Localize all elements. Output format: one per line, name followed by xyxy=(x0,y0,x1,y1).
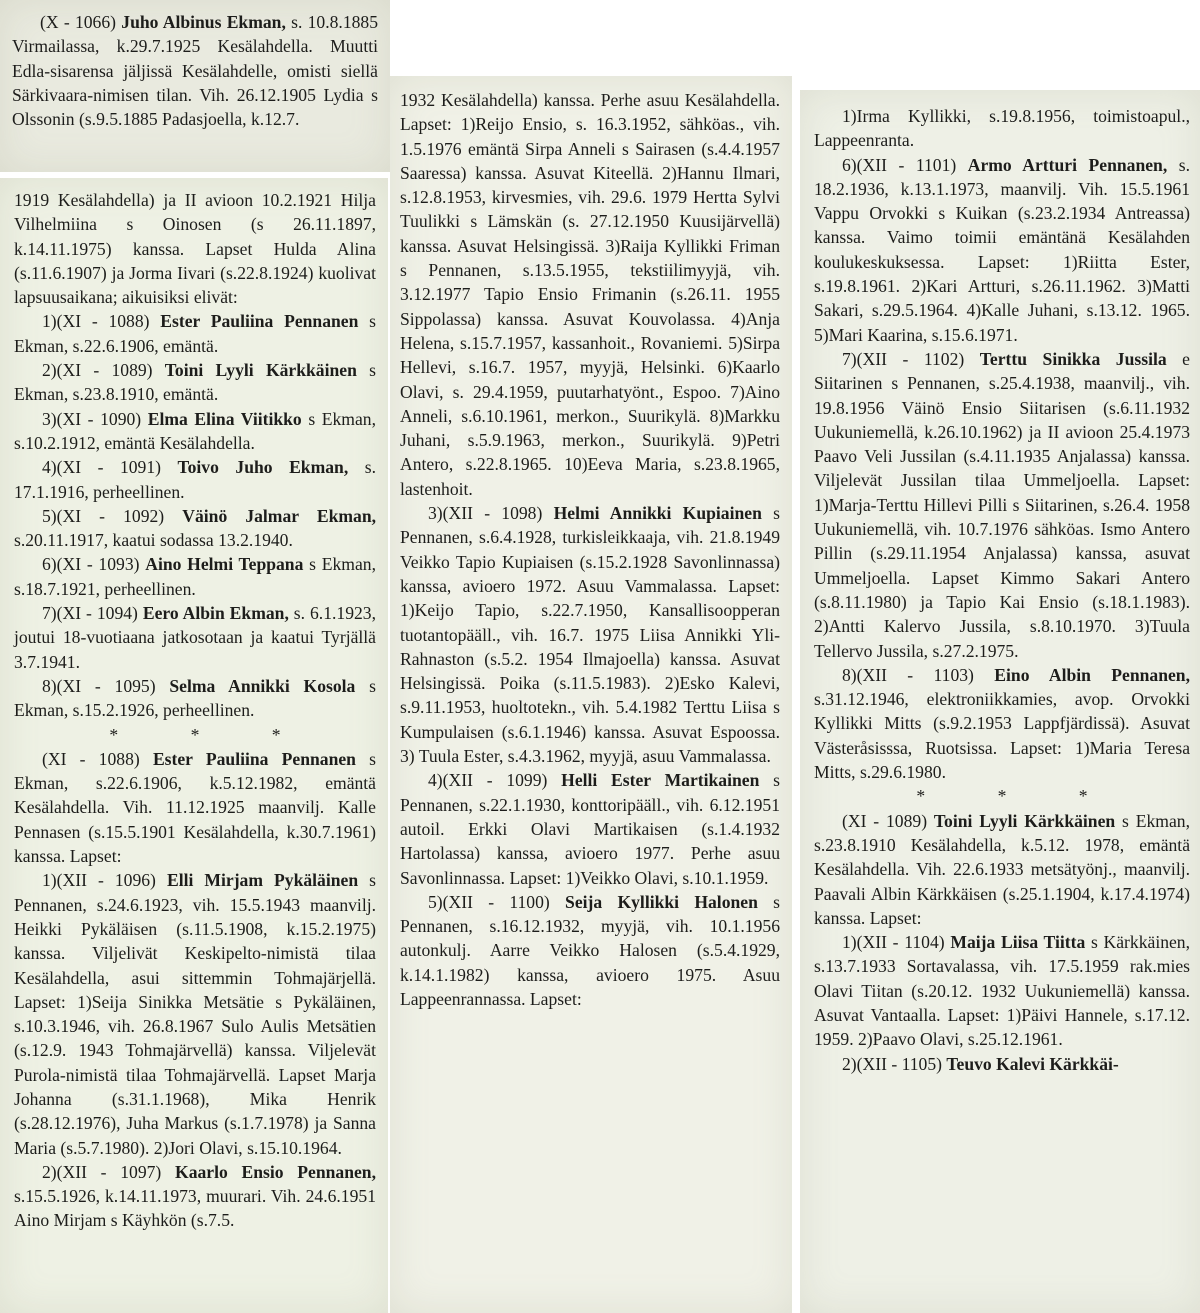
person-name: Eero Albin Ekman, xyxy=(142,603,289,624)
entry-ref: 6)(XII - 1101) xyxy=(842,154,968,175)
child-entry xyxy=(14,407,376,456)
person-name: Juho Albinus Ekman, xyxy=(121,12,286,32)
entry-text: s Ekman, s.23.8.1910, emäntä. xyxy=(14,360,376,405)
entry-text: s. 17.1.1916, perheellinen. xyxy=(14,457,376,502)
entry-ref: 3)(XII - 1098) xyxy=(428,503,554,524)
child-entry xyxy=(14,552,376,601)
child-entry xyxy=(14,674,376,723)
child-entry xyxy=(14,309,376,358)
entry-text: s.20.11.1917, kaatui sodassa 13.2.1940. xyxy=(14,530,293,551)
scan-column-left xyxy=(0,178,388,1313)
continuation-paragraph: 1932 Kesälahdella) kanssa. Perhe asuu Kesälahdella. Lapset: 1)Reijo Ensio, s. 16.3.1952, sähköas., vih. 1.5.1976 emäntä Sirpa Anneli s Sairasen (s.4.4.1957 Saaressa) kanssa. Asuvat Kiteellä. 2)Hannu Ilmari, s.12.8.1953, kirvesmies, vih. 29.6. 1979 Hertta Sylvi Tuulikki s Lämskän (s. 27.12.1950 Kuusijärvellä) kanssa. Asuvat Helsingissä. 3)Raija Kyllikki Friman s Pennanen, s.13.5.1955, tekstiilimyyjä, vih. 3.12.1977 Tapio Ensio Frimanin (s.26.11. 1955 Sippolassa) kanssa. Asuvat Kouvolassa. 4)Anja Helena, s.15.7.1957, kassanhoit., Rovaniemi. 5)Sirpa Hellevi, s.16.7. 1957, myyjä, Helsinki. 6)Kaarlo Olavi, s. 29.4.1959, puutarhatyönt., Espoo. 7)Aino Anneli, s.6.10.1961, merkon., Suurikylä. 8)Markku Juhani, s.5.9.1963, merkon., Suurikylä. 9)Petri Antero, s.22.8.1965. 10)Eeva Maria, s.23.8.1965, lastenhoit. xyxy=(400,90,780,499)
person-name: Toini Lyyli Kärkkäinen xyxy=(933,810,1116,831)
entry-ref: 7)(XI - 1094) xyxy=(42,603,143,624)
person-name: Teuvo Kalevi Kärkkäi- xyxy=(946,1053,1119,1074)
entry-ref: 6)(XI - 1093) xyxy=(42,554,146,575)
entry-text: s. 6.1.1923, joutui 18-vuotiaana jatkosotaan ja kaatui Tyrjällä 3.7.1941. xyxy=(14,603,376,672)
child-entry xyxy=(814,930,1190,1051)
entry-text: s Pennanen, s.22.1.1930, konttoripääll., vih. 6.12.1951 autoil. Erkki Olavi Martikaisen (s.1.4.1932 Hartolassa) kanssa, avioero 1977. Perhe asuu Savonlinnassa. Lapset: 1)Veikko Olavi, s.10.1.1959. xyxy=(400,770,780,888)
entry-ref: 7)(XII - 1102) xyxy=(842,348,980,369)
entry-ref: 2)(XI - 1089) xyxy=(42,360,165,381)
scan-column-right xyxy=(800,90,1200,1313)
continuation-paragraph: 1)Irma Kyllikki, s.19.8.1956, toimistoapul., Lappeenranta. xyxy=(814,106,1190,151)
entry-text: s. 10.8.1885 Virmailassa, k.29.7.1925 Kesälahdella. Muutti Edla-sisarensa jäljissä Kesälahdelle, omisti siellä Särkivaara-nimisen tilan. Vih. 26.12.1905 Lydia s Olssonin (s.9.5.1885 Padasjoella, k.12.7. xyxy=(12,12,379,130)
entry-text: s Ekman, s.22.6.1906, k.5.12.1982, emäntä Kesälahdella. Vih. 11.12.1925 maanvilj. Kalle Pennasen (s.15.5.1901 Kesälahdella, k.30.7.1961) kanssa. Lapset: xyxy=(14,748,376,867)
person-name: Ester Pauliina Pennanen xyxy=(152,748,356,769)
entry-ref: 2)(XII - 1097) xyxy=(42,1161,176,1182)
entry-text: s Pennanen, s.24.6.1923, vih. 15.5.1943 maanvilj. Heikki Pykäläisen (s.11.5.1908, k.15.2.1975) kanssa. Viljelivät Keskipelto-nimistä tilaa Kesälahdella, asui sittemmin Tohmajärjellä. Lapset: 1)Seija Sinikka Metsätie s Pykäläinen, s.10.3.1946, vih. 26.8.1967 Sulo Aulis Metsätien (s.12.9. 1943 Tohmajärvellä) kanssa. Viljelevät Purola-nimistä tilaa Tohmajärvellä. Lapset Marja Johanna (s.31.1.1968), Mika Henrik (s.28.12.1976), Juha Markus (s.1.7.1978) ja Sanna Maria (s.5.7.1980). 2)Jori Olavi, s.15.10.1964. xyxy=(14,870,377,1158)
person-name: Seija Kyllikki Halonen xyxy=(565,891,758,912)
person-name: Toivo Juho Ekman, xyxy=(177,457,349,478)
person-name: Toini Lyyli Kärkkäinen xyxy=(164,360,357,381)
section-separator: * * * xyxy=(916,786,1122,807)
child-entry xyxy=(14,601,376,674)
entry-ref: 3)(XI - 1090) xyxy=(42,408,148,429)
entry-text: s Pennanen, s.6.4.1928, turkisleikkaaja, vih. 21.8.1949 Veikko Tapio Kupiaisen (s.15.2.1928 Savonlinnassa) kanssa, avioero 1972. Asuu Vammalassa. Lapset: 1)Keijo Tapio, s.22.7.1950, Kansallisoopperan tuotantopääll., vih. 16.7. 1975 Liisa Annikki Yli-Rahnaston (s.5.2. 1954 Ilmajoella) kanssa. Asuvat Helsingissä. Poika (s.11.5.1983). 2)Esko Kalevi, s.9.11.1953, huoltotekn., vih. 5.4.1982 Terttu Liisa s Kumpulaisen (s.6.1.1946) kanssa. Asuvat Espoossa. 3) Tuula Ester, s.4.3.1962, myyjä, asuu Vammalassa. xyxy=(400,503,780,767)
person-name: Aino Helmi Teppana xyxy=(145,554,304,575)
child-entry xyxy=(14,455,376,504)
section-separator: * * * xyxy=(109,724,315,745)
entry-ref: 5)(XII - 1100) xyxy=(428,891,566,912)
entry-text: s Ekman, s.23.8.1910 Kesälahdella, k.5.12. 1978, emäntä Kesälahdella. Vih. 22.6.1933 metsätyönj., maanvilj. Paavali Albin Kärkkäisen (s.25.1.1904, k.17.4.1974) kanssa. Lapset: xyxy=(814,810,1190,928)
entry-ref: 4)(XI - 1091) xyxy=(42,457,178,478)
child-entry xyxy=(814,347,1190,663)
entry-ref: (X - 1066) xyxy=(40,12,122,32)
entry-juho-albinus-ekman xyxy=(12,10,378,131)
entry-text: s.15.5.1926, k.14.11.1973, muurari. Vih. 24.6.1951 Aino Mirjam s Käyhkön (s.7.5. xyxy=(14,1186,376,1231)
person-name: Armo Artturi Pennanen, xyxy=(967,154,1168,175)
entry-ref: (XI - 1089) xyxy=(842,810,934,831)
entry-ref: 8)(XII - 1103) xyxy=(842,664,995,685)
child-entry xyxy=(814,1052,1190,1076)
child-entry xyxy=(814,153,1190,347)
child-entry xyxy=(400,890,780,1011)
entry-text: s. 18.2.1936, k.13.1.1973, maanvilj. Vih. 15.5.1961 Vappu Orvokki s Kuikan (s.23.2.1934 Antreassa) kanssa. Vaimo toimii emäntänä Kesälahden koulukeskuksessa. Lapset: 1)Riitta Ester, s.19.8.1961. 2)Kari Artturi, s.26.11.1962. 3)Matti Sakari, s.29.5.1964. 4)Kalle Juhani, s.13.12. 1965. 5)Mari Kaarina, s.15.6.1971. xyxy=(814,154,1190,345)
person-name: Väinö Jalmar Ekman, xyxy=(182,505,376,526)
entry-ester-pauliina-pennanen xyxy=(14,747,376,868)
person-name: Maija Liisa Tiitta xyxy=(950,932,1086,953)
scan-fragment-top xyxy=(0,0,390,172)
entry-ref: 1)(XII - 1096) xyxy=(42,870,167,891)
person-name: Eino Albin Pennanen, xyxy=(994,664,1190,685)
child-entry xyxy=(14,358,376,407)
entry-text: s Ekman, s.10.2.1912, emäntä Kesälahdella. xyxy=(14,408,376,453)
entry-ref: 2)(XII - 1105) xyxy=(842,1053,947,1074)
person-name: Kaarlo Ensio Pennanen, xyxy=(175,1161,376,1182)
entry-text: s Ekman, s.18.7.1921, perheellinen. xyxy=(14,554,376,599)
continuation-paragraph: 1919 Kesälahdella) ja II avioon 10.2.1921 Hilja Vilhelmiina s Oinosen (s 26.11.1897, k.14.11.1975) kanssa. Lapset Hulda Alina (s.11.6.1907) ja Jorma Iivari (s.22.8.1924) kuolivat lapsuusaikana; aikuisiksi elivät: xyxy=(14,190,376,308)
entry-text: s Ekman, s.15.2.1926, perheellinen. xyxy=(14,675,376,721)
child-entry xyxy=(814,663,1190,784)
person-name: Elli Mirjam Pykäläinen xyxy=(166,870,359,891)
scan-column-middle xyxy=(390,76,792,1313)
child-entry xyxy=(14,868,376,1160)
person-name: Helmi Annikki Kupiainen xyxy=(553,503,762,524)
entry-ref: 8)(XI - 1095) xyxy=(42,675,170,696)
child-entry xyxy=(400,501,780,768)
entry-ref: 1)(XI - 1088) xyxy=(42,311,161,332)
entry-text: e Siitarinen s Pennanen, s.25.4.1938, maanvilj., vih. 19.8.1956 Väinö Ensio Siitarisen (s.6.11.1932 Uukuniemellä, k.26.10.1962) ja II avioon 25.4.1973 Paavo Veli Jussilan (s.4.11.1935 Anjalassa) kanssa. Viljelevät Jussilan tilaa Ummeljoella. Lapset: 1)Marja-Terttu Hillevi Pilli s Siitarinen, s.26.4. 1958 Uukuniemellä, vih. 10.7.1976 sähköas. Ismo Antero Pillin (s.29.11.1954 Anjalassa) kanssa, asuvat Ummeljoella. Lapset Kimmo Sakari Antero (s.8.11.1980) ja Tapio Kai Ensio (s.18.1.1983). 2)Antti Kalervo Jussila, s.8.10.1970. 3)Tuula Tellervo Jussila, s.27.2.1975. xyxy=(814,348,1190,661)
person-name: Ester Pauliina Pennanen xyxy=(160,311,359,332)
entry-ref: 4)(XII - 1099) xyxy=(428,770,562,791)
child-entry xyxy=(14,1160,376,1233)
entry-ref: 5)(XI - 1092) xyxy=(42,505,183,526)
entry-ref: (XI - 1088) xyxy=(42,748,153,769)
entry-text: s Ekman, s.22.6.1906, emäntä. xyxy=(14,311,376,356)
person-name: Selma Annikki Kosola xyxy=(169,675,356,696)
entry-text: s Pennanen, s.16.12.1932, myyjä, vih. 10.1.1956 autonkulj. Aarre Veikko Halosen (s.5.4.1929, k.14.1.1982) kanssa, avioero 1975. Asuu Lappeenrannassa. Lapset: xyxy=(400,891,780,1009)
child-entry xyxy=(400,768,780,889)
entry-ref: 1)(XII - 1104) xyxy=(842,932,951,953)
child-entry xyxy=(14,504,376,553)
entry-text: s.31.12.1946, elektroniikkamies, avop. Orvokki Kyllikki Mitts (s.9.2.1953 Lappfjärdissä). Asuvat Västeråsisssa, Ruotsissa. Lapset: 1)Maria Teresa Mitts, s.29.6.1980. xyxy=(814,689,1190,783)
person-name: Elma Elina Viitikko xyxy=(147,408,302,429)
entry-text: s Kärkkäinen, s.13.7.1933 Sortavalassa, vih. 17.5.1959 rak.mies Olavi Tiitan (s.20.12. 1932 Uukuniemellä) kanssa. Asuvat Vantaalla. Lapset: 1)Päivi Hannele, s.17.12. 1959. 2)Paavo Olavi, s.25.12.1961. xyxy=(814,932,1191,1050)
person-name: Helli Ester Martikainen xyxy=(561,770,760,791)
entry-toini-lyyli-karkkainen xyxy=(814,809,1190,930)
person-name: Terttu Sinikka Jussila xyxy=(979,348,1167,369)
